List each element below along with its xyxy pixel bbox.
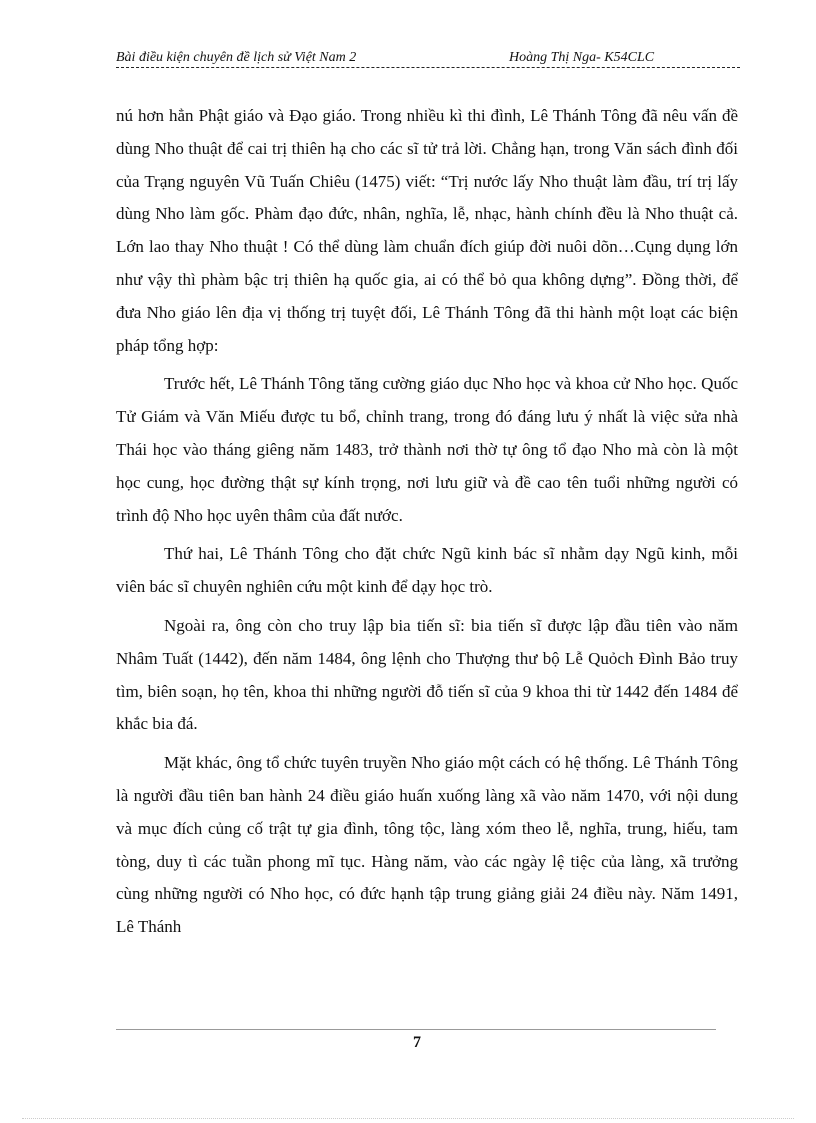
footer-divider [116, 1029, 716, 1030]
page-body [116, 100, 738, 950]
header-author: Hoàng Thị Nga- K54CLC [509, 50, 655, 65]
header-title: Bài điều kiện chuyên đề lịch sử Việt Nam 2 [116, 50, 357, 65]
page-number: 7 [413, 1034, 421, 1051]
paragraph-2: Trước hết, Lê Thánh Tông tăng cường giáo dục Nho học và khoa cử Nho học. Quốc Tử Giám và Văn Miếu được tu bổ, chỉnh trang, trong đó đáng lưu ý nhất là việc sửa nhà Thái học vào tháng giêng năm 1483, trở thành nơi thờ tự ông tổ đạo Nho mà còn là một học cung, học đường thật sự kính trọng, nơi lưu giữ và đề cao tên tuổi những người có trình độ Nho học uyên thâm của đất nước. [116, 374, 738, 525]
paragraph-3: Thứ hai, Lê Thánh Tông cho đặt chức Ngũ kinh bác sĩ nhằm dạy Ngũ kinh, mỗi viên bác sĩ chuyên nghiên cứu một kinh để dạy học trò. [116, 544, 738, 597]
paragraph-1: nú hơn hẳn Phật giáo và Đạo giáo. Trong nhiều kì thi đình, Lê Thánh Tông đã nêu vấn đề dùng Nho thuật để cai trị thiên hạ cho các sĩ tử trả lời. Chẳng hạn, trong Văn sách đình đối của Trạng nguyên Vũ Tuấn Chiêu (1475) viết: “Trị nước lấy Nho thuật làm đầu, trí trị lấy dùng Nho làm gốc. Phàm đạo đức, nhân, nghĩa, lễ, nhạc, hành chính đều là Nho thuật cả. Lớn lao thay Nho thuật ! Có thể dùng làm chuẩn đích giúp đời nuôi dõn…Cụng dụng lớn như vậy thì phàm bậc trị thiên hạ quốc gia, ai có thể bỏ qua không dựng”. Đồng thời, để đưa Nho giáo lên địa vị thống trị tuyệt đối, Lê Thánh Tông đã thi hành một loạt các biện pháp tổng hợp: [116, 106, 738, 355]
paragraph-4: Ngoài ra, ông còn cho truy lập bia tiến sĩ: bia tiến sĩ được lập đầu tiên vào năm Nhâm Tuất (1442), đến năm 1484, ông lệnh cho Thượng thư bộ Lễ Quỏch Đình Bảo truy tìm, biên soạn, họ tên, khoa thi những người đỗ tiến sĩ của 9 khoa thi từ 1442 đến 1484 để khắc bia đá. [116, 615, 738, 734]
page-bottom-edge [22, 1118, 794, 1119]
header-divider [116, 67, 740, 68]
paragraph-5: Mặt khác, ông tổ chức tuyên truyền Nho giáo một cách có hệ thống. Lê Thánh Tông là người đầu tiên ban hành 24 điều giáo huấn xuống làng xã vào năm 1470, với nội dung và mục đích củng cố trật tự gia đình, tông tộc, làng xóm theo lễ, nghĩa, trung, hiếu, tam tòng, duy tì các tuần phong mĩ tục. Hàng năm, vào các ngày lệ tiệc của làng, xã trưởng cùng những người có Nho học, có đức hạnh tập trung giảng giải 24 điều này. Năm 1491, Lê Thánh [116, 753, 738, 937]
